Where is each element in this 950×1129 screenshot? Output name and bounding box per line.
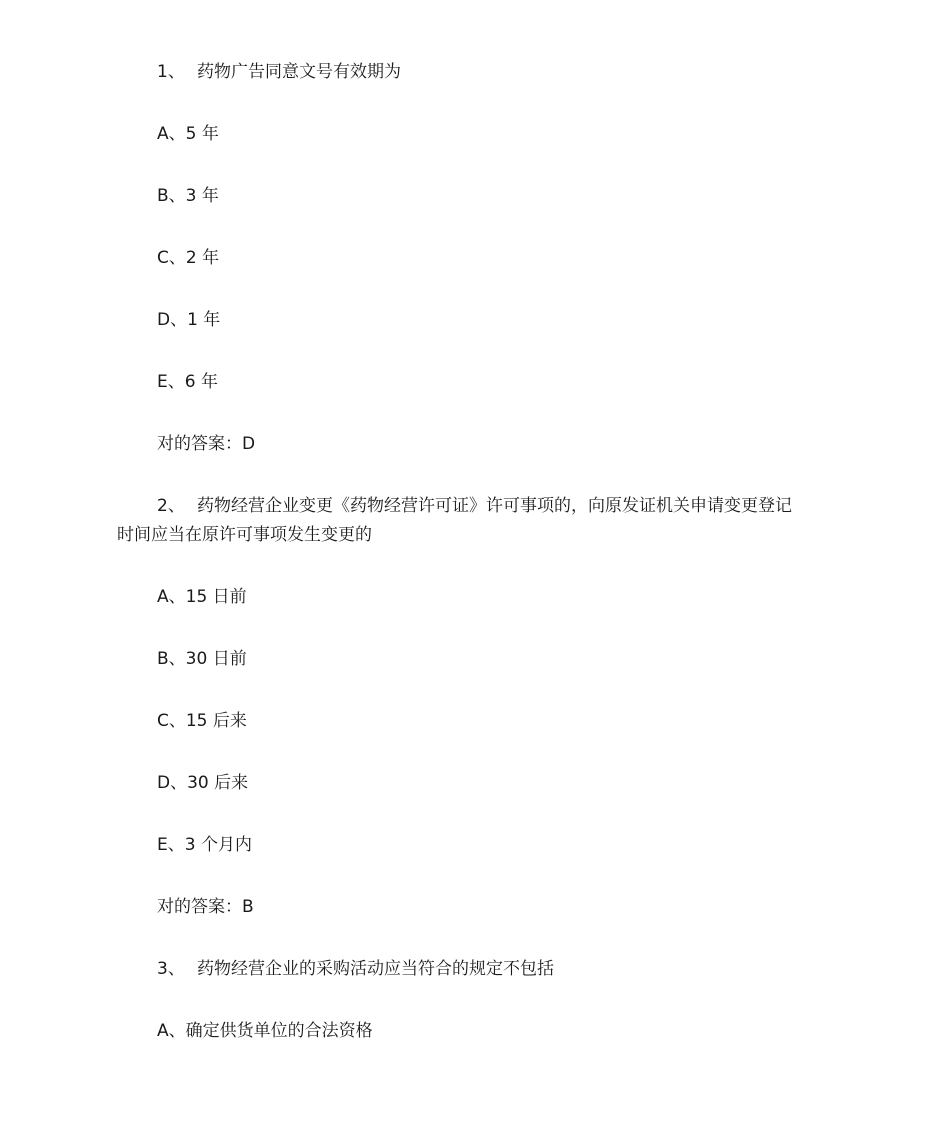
answer: 对的答案：B (157, 897, 254, 917)
option-a: A、确定供货单位的合法资格 (157, 1021, 373, 1041)
question-number: 3、 (157, 959, 185, 979)
option-c: C、2 年 (157, 248, 220, 268)
question-text-line2: 时间应当在原许可事项发生变更的 (117, 525, 372, 545)
question-number: 2、 (157, 496, 185, 516)
question-2 (157, 492, 792, 520)
option-d: D、1 年 (157, 310, 221, 330)
option-d: D、30 后来 (157, 773, 249, 793)
question-1 (157, 58, 401, 86)
option-a: A、5 年 (157, 124, 219, 144)
question-text-line1: 药物经营企业变更《药物经营许可证》许可事项的，向原发证机关申请变更登记 (197, 496, 792, 516)
option-a: A、15 日前 (157, 587, 247, 607)
option-b: B、30 日前 (157, 649, 247, 669)
option-c: C、15 后来 (157, 711, 247, 731)
answer: 对的答案：D (157, 434, 256, 454)
question-text: 药物广告同意文号有效期为 (197, 62, 401, 82)
option-e: E、6 年 (157, 372, 218, 392)
question-number: 1、 (157, 62, 185, 82)
option-b: B、3 年 (157, 186, 219, 206)
question-3 (157, 955, 554, 983)
question-text: 药物经营企业的采购活动应当符合的规定不包括 (197, 959, 554, 979)
option-e: E、3 个月内 (157, 835, 252, 855)
